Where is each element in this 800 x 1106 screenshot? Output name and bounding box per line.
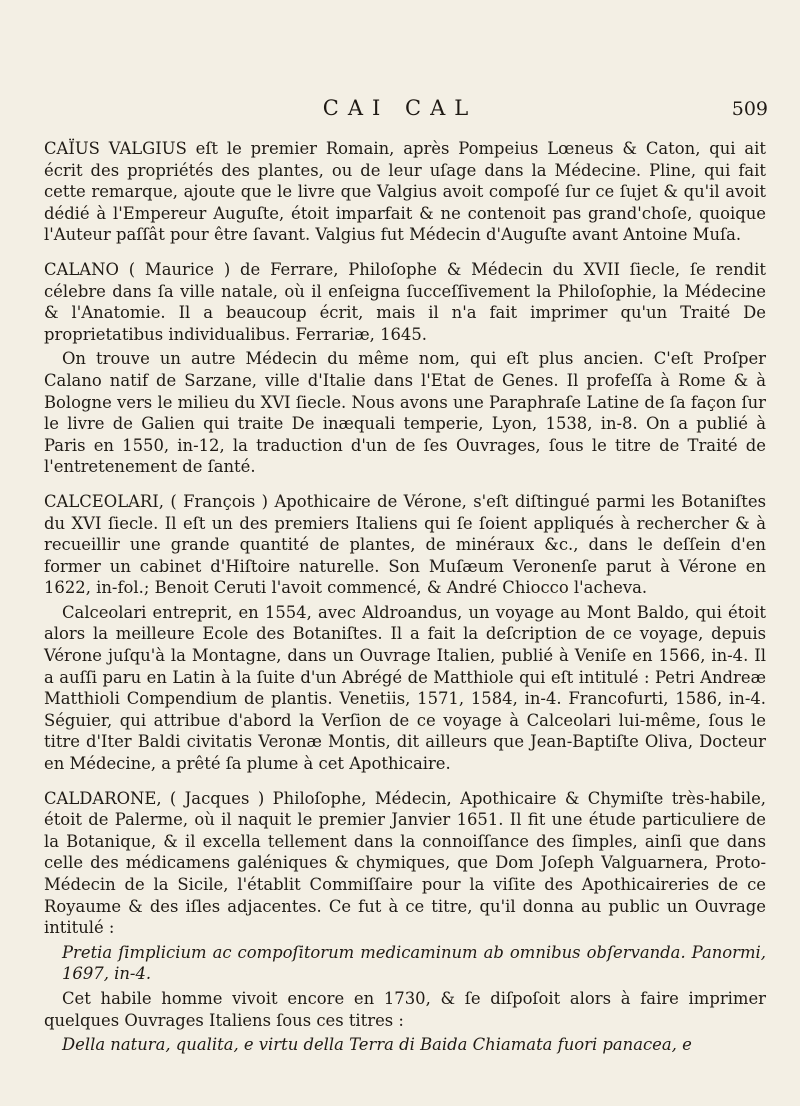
- entry-paragraph: Calceolari entreprit, en 1554, avec Aldroandus, un voyage au Mont Baldo, qui étoit alors la meilleure Ecole des Botaniſtes. Il a fait la deſcription de ce voyage, depuis Vérone juſqu'à la Montagne, dans un Ouvrage Italien, publié à Veniſe en 1566, in-4. Il a auſſi paru en Latin à la ſuite d'un Abrégé de Matthiole qui eſt intitulé : Petri Andreæ Matthioli Compendium de plantis. Venetiis, 1571, 1584, in-4. Francofurti, 1586, in-4. Séguier, qui attribue d'abord la Verſion de ce voyage à Calceolari lui-même, ſous le titre d'Iter Baldi civitatis Veronæ Montis, dit ailleurs que Jean-Baptiſte Oliva, Docteur en Médecine, a prêté ſa plume à cet Apothicaire.: [44, 602, 766, 774]
- entry-calceolari: [44, 491, 766, 775]
- page-body: [44, 138, 766, 1069]
- entry-paragraph: CALDARONE, ( Jacques ) Philoſophe, Médecin, Apothicaire & Chymiſte très-habile, étoit de Palerme, où il naquit le premier Janvier 1651. Il fit une étude particuliere de la Botanique, & il excella tellement dans la connoiſſance des ſimples, ainſi que dans celle des médicamens galéniques & chymiques, que Dom Joſeph Valguarnera, Proto-Médecin de la Sicile, l'établit Commiſſaire pour la viſite des Apothicaireries de ce Royaume & des iſles adjacentes. Ce fut à ce titre, qu'il donna au public un Ouvrage intitulé :: [44, 788, 766, 938]
- running-title: CAI CAL: [322, 96, 478, 120]
- entry-calano: [44, 259, 766, 478]
- entry-paragraph: Cet habile homme vivoit encore en 1730, & ſe diſpoſoit alors à faire imprimer quelques Ouvrages Italiens ſous ces titres :: [44, 988, 766, 1030]
- entry-paragraph: CALCEOLARI, ( François ) Apothicaire de Vérone, s'eſt diſtingué parmi les Botaniſtes du XVI ſiecle. Il eſt un des premiers Italiens qui ſe ſoient appliqués à rechercher & à recueillir une grande quantité de plantes, de minéraux &c., dans le deſſein d'en former un cabinet d'Hiſtoire naturelle. Son Muſæum Veronenſe parut à Vérone en 1622, in-fol.; Benoit Ceruti l'avoit commencé, & André Chiocco l'acheva.: [44, 491, 766, 598]
- entry-paragraph: On trouve un autre Médecin du même nom, qui eſt plus ancien. C'eſt Proſper Calano natif de Sarzane, ville d'Italie dans l'Etat de Genes. Il profeſſa à Rome & à Bologne vers le milieu du XVI ſiecle. Nous avons une Paraphraſe Latine de ſa façon ſur le livre de Galien qui traite De inæquali temperie, Lyon, 1538, in-8. On a publié à Paris en 1550, in-12, la traduction d'un de ſes Ouvrages, ſous le titre de Traité de l'entretenement de ſanté.: [44, 349, 766, 477]
- entry-paragraph: CAÏUS VALGIUS eſt le premier Romain, après Pompeius Lœneus & Caton, qui ait écrit des propriétés des plantes, ou de leur uſage dans la Médecine. Pline, qui fait cette remarque, ajoute que le livre que Valgius avoit compoſé ſur ce ſujet & qu'il avoit dédié à l'Empereur Auguſte, étoit imparfait & ne contenoit pas grand'choſe, quoique l'Auteur paſſât pour être ſavant. Valgius fut Médecin d'Auguſte avant Antoine Muſa.: [44, 139, 766, 245]
- entry-caldarone: [44, 788, 766, 1056]
- entry-paragraph: CALANO ( Maurice ) de Ferrare, Philoſophe & Médecin du XVII ſiecle, ſe rendit célebre dans ſa ville natale, où il enſeigna ſucceſſivement la Philoſophie, la Médecine & l'Anatomie. Il a beaucoup écrit, mais il n'a fait imprimer qu'un Traité De proprietatibus individualibus. Ferrariæ, 1645.: [44, 259, 766, 344]
- book-citation: Della natura, qualita, e virtu della Terra di Baida Chiamata fuori panacea, e: [62, 1035, 692, 1055]
- running-head: [0, 96, 800, 130]
- page-number: 509: [731, 98, 768, 120]
- entry-caius-valgius: [44, 138, 766, 246]
- book-citation: Pretia ſimplicium ac compoſitorum medicaminum ab omnibus obſervanda. Panormi, 1697, in-4.: [62, 942, 766, 984]
